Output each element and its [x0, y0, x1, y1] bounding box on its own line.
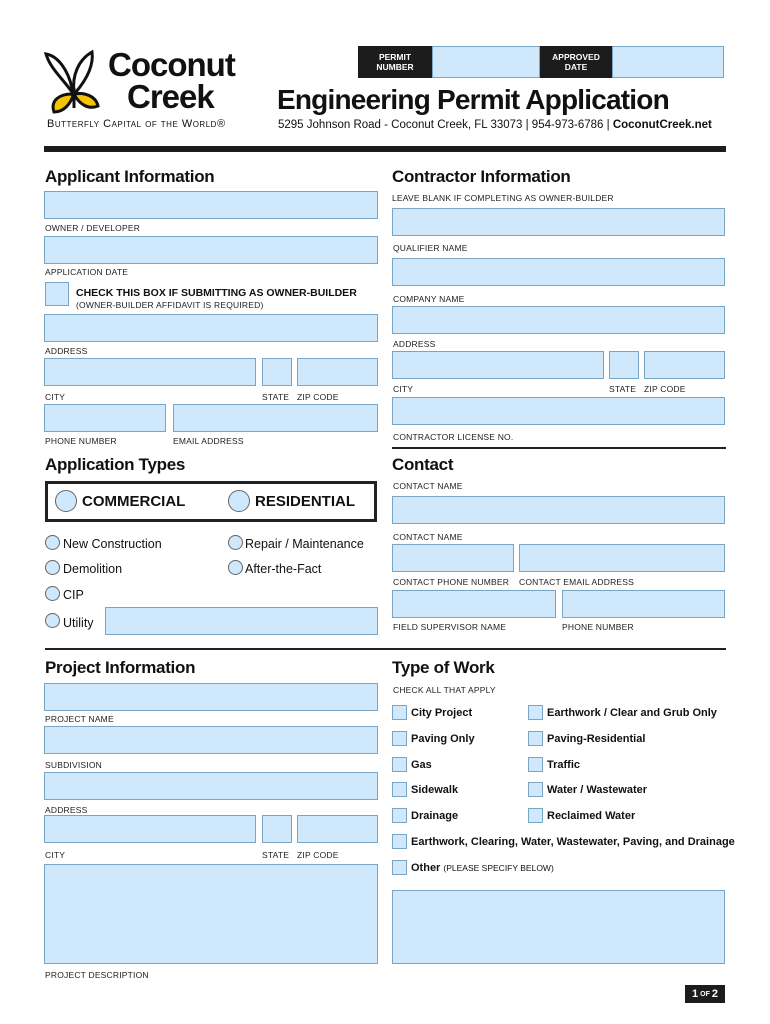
contact-phone-field[interactable]: [392, 544, 514, 572]
new-construction-label: New Construction: [63, 537, 162, 551]
logo-wordmark-2: Creek: [127, 78, 214, 115]
owner-developer-field[interactable]: [44, 191, 378, 219]
project-heading: Project Information: [45, 658, 196, 677]
logo-wordmark-1: Coconut: [108, 46, 235, 83]
field-supervisor-field[interactable]: [392, 590, 556, 618]
divider-1: [392, 447, 726, 449]
project-name-field[interactable]: [44, 683, 378, 711]
paving-only-checkbox[interactable]: [392, 731, 407, 746]
applicant-state-field[interactable]: [262, 358, 292, 386]
project-state-label: STATE: [262, 850, 290, 860]
page-number: 1 OF 2: [685, 985, 725, 1003]
contractor-city-label: CITY: [393, 384, 414, 394]
residential-radio[interactable]: [228, 490, 250, 512]
owner-developer-label: OWNER / DEVELOPER: [45, 223, 141, 233]
approved-date-field[interactable]: [612, 46, 724, 78]
applicant-state-label: STATE: [262, 392, 290, 402]
contractor-license-label: CONTRACTOR LICENSE NO.: [393, 432, 514, 442]
contractor-license-field[interactable]: [392, 397, 725, 425]
city-project-checkbox[interactable]: [392, 705, 407, 720]
water-wastewater-checkbox[interactable]: [528, 782, 543, 797]
header-rule: [44, 146, 726, 152]
applicant-zip-label: ZIP CODE: [297, 392, 339, 402]
demolition-label: Demolition: [63, 562, 123, 576]
contact-heading: Contact: [392, 455, 454, 474]
address-line: 5295 Johnson Road - Coconut Creek, FL 33073 | 954-973-6786 | CoconutCreek.net: [278, 119, 712, 131]
contractor-address-label: ADDRESS: [393, 339, 436, 349]
project-name-label: PROJECT NAME: [45, 714, 114, 724]
project-zip-field[interactable]: [297, 815, 378, 843]
project-description-field[interactable]: [44, 864, 378, 964]
contractor-zip-label: ZIP CODE: [644, 384, 686, 394]
applicant-email-label: EMAIL ADDRESS: [173, 436, 244, 446]
residential-label: RESIDENTIAL: [255, 493, 356, 510]
owner-builder-check-label: CHECK THIS BOX IF SUBMITTING AS OWNER-BUILDER: [76, 287, 357, 299]
city-project-label: City Project: [411, 707, 473, 719]
project-zip-label: ZIP CODE: [297, 850, 339, 860]
applicant-zip-field[interactable]: [297, 358, 378, 386]
earthwork-clear-label: Earthwork / Clear and Grub Only: [547, 707, 717, 719]
supervisor-phone-label: PHONE NUMBER: [562, 622, 634, 632]
drainage-checkbox[interactable]: [392, 808, 407, 823]
other-checkbox[interactable]: [392, 860, 407, 875]
subdivision-field[interactable]: [44, 726, 378, 754]
utility-specify-field[interactable]: [105, 607, 378, 635]
website-link[interactable]: CoconutCreek.net: [612, 119, 712, 131]
traffic-label: Traffic: [547, 759, 581, 771]
type-of-work-note: CHECK ALL THAT APPLY: [393, 685, 496, 695]
new-construction-radio[interactable]: [45, 535, 60, 550]
contractor-state-label: STATE: [609, 384, 637, 394]
cip-radio[interactable]: [45, 586, 60, 601]
approved-date-label: APPROVED DATE: [540, 46, 612, 78]
other-note: (PLEASE SPECIFY BELOW): [443, 863, 554, 873]
supervisor-phone-field[interactable]: [562, 590, 725, 618]
subdivision-label: SUBDIVISION: [45, 760, 102, 770]
contractor-zip-field[interactable]: [644, 351, 725, 379]
demolition-radio[interactable]: [45, 560, 60, 575]
gas-checkbox[interactable]: [392, 757, 407, 772]
drainage-label: Drainage: [411, 810, 459, 822]
permit-number-label: PERMIT NUMBER: [358, 46, 432, 78]
paving-residential-label: Paving-Residential: [547, 733, 646, 745]
water-wastewater-label: Water / Wastewater: [547, 784, 648, 796]
applicant-city-field[interactable]: [44, 358, 256, 386]
contact-name-field[interactable]: [392, 496, 725, 524]
field-supervisor-label: FIELD SUPERVISOR NAME: [393, 622, 507, 632]
project-state-field[interactable]: [262, 815, 292, 843]
paving-only-label: Paving Only: [411, 733, 475, 745]
repair-maintenance-label: Repair / Maintenance: [245, 537, 364, 551]
gas-label: Gas: [411, 759, 432, 771]
utility-radio[interactable]: [45, 613, 60, 628]
applicant-city-label: CITY: [45, 392, 66, 402]
owner-builder-checkbox[interactable]: [45, 282, 69, 306]
butterfly-logo-icon: [42, 48, 106, 116]
after-the-fact-radio[interactable]: [228, 560, 243, 575]
sidewalk-label: Sidewalk: [411, 784, 459, 796]
contact-email-field[interactable]: [519, 544, 725, 572]
contact-email-label: CONTACT EMAIL ADDRESS: [519, 577, 635, 587]
applicant-address-label: ADDRESS: [45, 346, 88, 356]
contractor-state-field[interactable]: [609, 351, 639, 379]
repair-maintenance-radio[interactable]: [228, 535, 243, 550]
company-name-field[interactable]: [392, 258, 725, 286]
earthwork-all-checkbox[interactable]: [392, 834, 407, 849]
reclaimed-water-label: Reclaimed Water: [547, 810, 636, 822]
contact-name-label-2: CONTACT NAME: [393, 532, 463, 542]
project-address-field[interactable]: [44, 772, 378, 800]
contact-name-label: CONTACT NAME: [393, 481, 463, 491]
type-of-work-heading: Type of Work: [392, 658, 495, 677]
cip-label: CIP: [63, 588, 84, 602]
application-date-label: APPLICATION DATE: [45, 267, 129, 277]
commercial-label: COMMERCIAL: [82, 493, 186, 510]
applicant-phone-label: PHONE NUMBER: [45, 436, 117, 446]
applicant-heading: Applicant Information: [45, 167, 215, 186]
applicant-address-field[interactable]: [44, 314, 378, 342]
utility-label: Utility: [63, 616, 94, 630]
applicant-phone-field[interactable]: [44, 404, 166, 432]
commercial-radio[interactable]: [55, 490, 77, 512]
contractor-note: LEAVE BLANK IF COMPLETING AS OWNER-BUILDER: [392, 193, 614, 203]
contractor-address-field[interactable]: [392, 306, 725, 334]
project-city-field[interactable]: [44, 815, 256, 843]
project-address-label: ADDRESS: [45, 805, 88, 815]
owner-builder-note: (OWNER-BUILDER AFFIDAVIT IS REQUIRED): [76, 300, 264, 310]
paving-residential-checkbox[interactable]: [528, 731, 543, 746]
contractor-city-field[interactable]: [392, 351, 604, 379]
company-name-label: COMPANY NAME: [393, 294, 465, 304]
application-date-field[interactable]: [44, 236, 378, 264]
other-label: Other (PLEASE SPECIFY BELOW): [411, 862, 554, 874]
project-description-label: PROJECT DESCRIPTION: [45, 970, 149, 980]
contractor-heading: Contractor Information: [392, 167, 571, 186]
divider-2: [45, 648, 726, 650]
qualifier-name-field[interactable]: [392, 208, 725, 236]
permit-number-field[interactable]: [432, 46, 540, 78]
after-the-fact-label: After-the-Fact: [245, 562, 322, 576]
applicant-email-field[interactable]: [173, 404, 378, 432]
project-city-label: CITY: [45, 850, 66, 860]
other-specify-field[interactable]: [392, 890, 725, 964]
qualifier-name-label: QUALIFIER NAME: [393, 243, 468, 253]
earthwork-all-label: Earthwork, Clearing, Water, Wastewater, Paving, and Drainage: [411, 836, 735, 848]
page-title: Engineering Permit Application: [277, 84, 669, 115]
traffic-checkbox[interactable]: [528, 757, 543, 772]
contact-phone-label: CONTACT PHONE NUMBER: [393, 577, 510, 587]
application-types-heading: Application Types: [45, 455, 186, 474]
earthwork-clear-checkbox[interactable]: [528, 705, 543, 720]
sidewalk-checkbox[interactable]: [392, 782, 407, 797]
logo-tagline: Butterfly Capital of the World®: [47, 118, 226, 130]
reclaimed-water-checkbox[interactable]: [528, 808, 543, 823]
